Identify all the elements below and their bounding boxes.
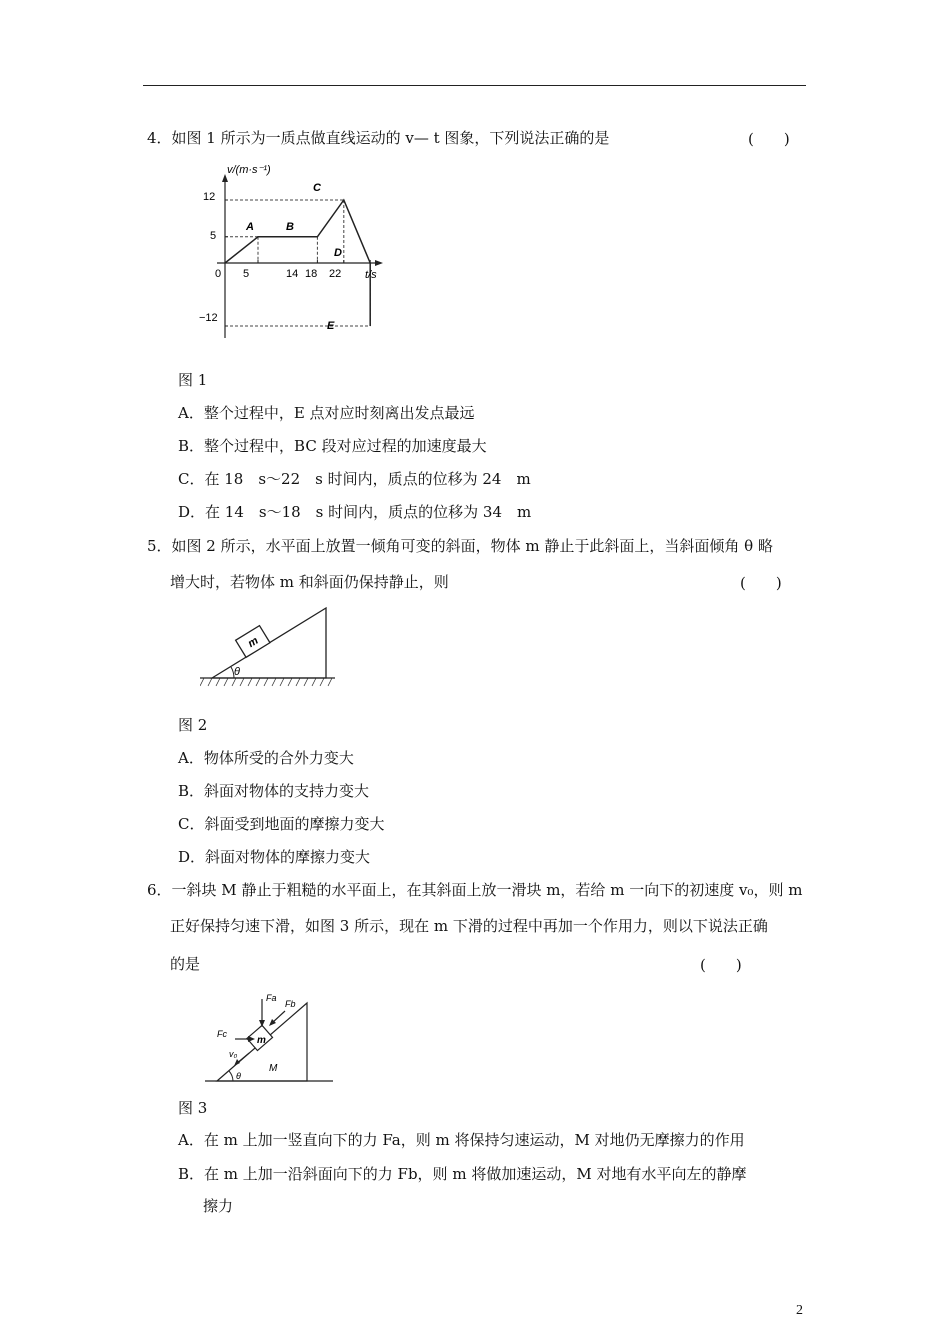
q4-option-b: B．整个过程中，BC 段对应过程的加速度最大: [178, 437, 487, 455]
page-number: 2: [796, 1303, 803, 1318]
x-axis-arrow: [375, 260, 383, 266]
q5-option-c: C．斜面受到地面的摩擦力变大: [178, 815, 385, 833]
y-tick-neg12: −12: [199, 312, 218, 324]
q4-option-a: A．整个过程中，E 点对应时刻离出发点最远: [178, 404, 475, 422]
angle-theta-label: θ: [234, 666, 240, 678]
x-tick-14: 14: [286, 268, 299, 280]
force-Fb-label: Fb: [285, 999, 296, 1009]
y-tick-5: 5: [210, 230, 217, 242]
q6-answer-bracket: ( ): [700, 956, 742, 974]
q5-option-d: D．斜面对物体的摩擦力变大: [178, 848, 371, 866]
q6-figure-caption: 图 3: [178, 1099, 208, 1117]
q6-stem-line1: 6．一斜块 M 静止于粗糙的水平面上，在其斜面上放一滑块 m，若给 m 一向下的初速度 v₀，则 m: [147, 881, 803, 899]
point-E-label: E: [327, 320, 335, 332]
q5-answer-bracket: ( ): [740, 574, 782, 592]
point-D-label: D: [334, 247, 342, 259]
q4-figure-caption: 图 1: [178, 371, 208, 389]
ground-hatch: [200, 678, 332, 686]
x-tick-22: 22: [329, 268, 342, 280]
wedge-M-label: M: [269, 1063, 278, 1074]
q6-stem-line2: 正好保持匀速下滑，如图 3 所示，现在 m 下滑的过程中再加一个作用力，则以下说法正确: [170, 917, 768, 935]
force-Fa-label: Fa: [266, 993, 277, 1003]
q4-option-d: D．在 14 s～18 s 时间内，质点的位移为 34 m: [178, 503, 532, 521]
q6-stem-line3: 的是: [170, 955, 201, 973]
q5-stem-line2: 增大时，若物体 m 和斜面仍保持静止，则: [170, 573, 449, 591]
q6-option-b-cont: 擦力: [203, 1197, 234, 1215]
header-rule: [143, 85, 806, 86]
q5-figure-caption: 图 2: [178, 716, 208, 734]
q5-option-a: A．物体所受的合外力变大: [178, 749, 354, 767]
x-tick-18: 18: [305, 268, 318, 280]
block-m: [236, 626, 270, 658]
q4-answer-bracket: ( ): [748, 130, 790, 148]
q6-option-b: B．在 m 上加一沿斜面向下的力 Fb，则 m 将做加速运动，M 对地有水平向左的静摩: [178, 1165, 747, 1183]
block-m-label: m: [245, 634, 261, 651]
q5-option-b: B．斜面对物体的支持力变大: [178, 782, 370, 800]
force-Fc-label: Fc: [217, 1029, 227, 1039]
point-C-label: C: [313, 182, 321, 194]
y-tick-12: 12: [203, 191, 216, 203]
y-axis-label: v/(m·s⁻¹): [227, 164, 271, 176]
origin-label: 0: [215, 268, 222, 280]
velocity-v0-label: v₀: [229, 1049, 238, 1059]
angle-theta-label: θ: [236, 1071, 241, 1081]
q5-stem-line1: 5．如图 2 所示，水平面上放置一倾角可变的斜面，物体 m 静止于此斜面上，当斜面倾角 θ 略: [147, 537, 773, 555]
q4-stem: 4．如图 1 所示为一质点做直线运动的 v— t 图象，下列说法正确的是: [147, 129, 610, 147]
velocity-v0-head: [234, 1059, 240, 1066]
q6-incline-forces-figure: [205, 985, 335, 1095]
q4-option-c: C．在 18 s～22 s 时间内，质点的位移为 24 m: [178, 470, 531, 488]
point-A-label: A: [246, 221, 254, 233]
slider-m-label: m: [257, 1035, 266, 1046]
x-tick-5: 5: [243, 268, 250, 280]
force-Fa-head: [259, 1020, 265, 1027]
q4-vt-graph: [195, 160, 395, 340]
q6-option-a: A．在 m 上加一竖直向下的力 Fa，则 m 将保持匀速运动，M 对地仍无摩擦力的作用: [178, 1131, 745, 1149]
angle-arc: [229, 1071, 233, 1081]
x-axis-label: t/s: [365, 269, 377, 281]
q5-incline-figure: [200, 600, 340, 692]
point-B-label: B: [286, 221, 294, 233]
